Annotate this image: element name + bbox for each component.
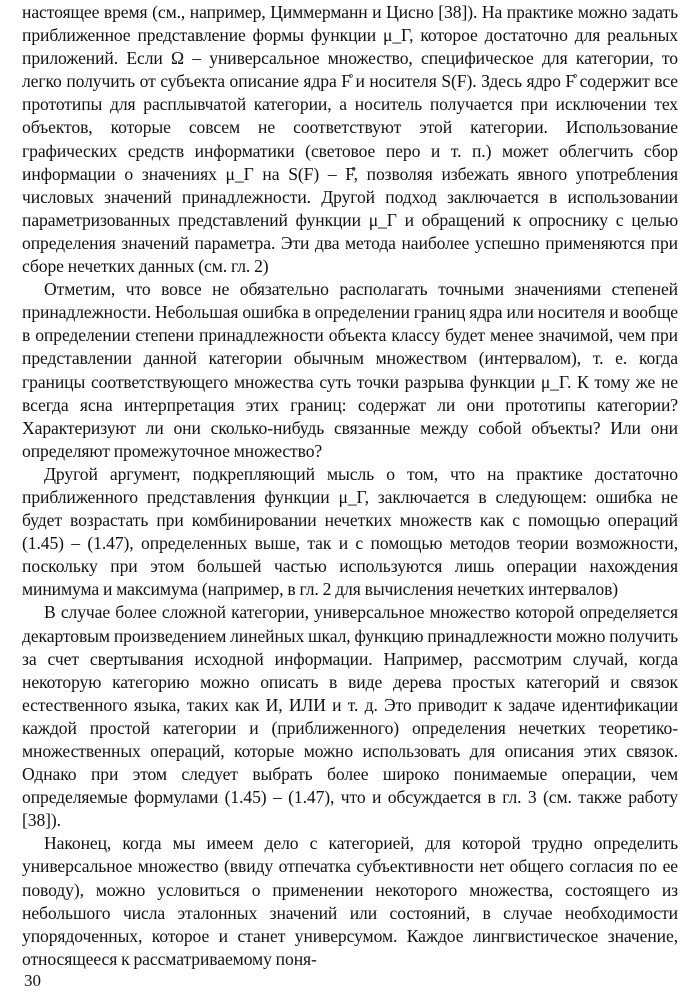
paragraph-3: Другой аргумент, подкрепляющий мысль о том, что на практике достаточно приближенного представления функции μ_Г, заключается в следующем: ошибка не будет возрастать при комбинировании нечетких множеств как с помощью операций (1.45) – (1.47), определенных выше, так и с помощью методов теории возможности, поскольку при этом большей частью используются лишь операции нахождения минимума и максимума (например, в гл. 2 для вычисления нечетких интервалов) — [22, 463, 678, 600]
page-number: 30 — [24, 971, 41, 990]
paragraph-4: В случае более сложной категории, универсальное множество которой определяется декартовым произведением линейных шкал, функцию принадлежности можно получить за счет свертывания исходной информации. Например, рассмотрим случай, когда некоторую категорию можно описать в виде дерева простых категорий и связок естественного языка, таких как И, ИЛИ и т. д. Это приводит к задаче идентификации каждой простой категории и (приближенного) определения нечетких теоретико-множественных операций, которые можно использовать для описания этих связок. Однако при этом следует выбрать более широко понимаемые операции, чем определяемые формулами (1.45) – (1.47), что и обсуждается в гл. 3 (см. также работу [38]). — [22, 602, 678, 831]
paragraph-1: настоящее время (см., например, Циммерманн и Цисно [38]). На практике можно задать приближенное представление формы функции μ_Г, которое достаточно для реальных приложений. Если Ω – универсальное множество, специфическое для категории, то легко получить от субъекта описание ядра F̊ и носителя S(F). Здесь ядро F̊ содержит все прототипы для расплывчатой категории, а носитель получается при исключении тех объектов, которые совсем не соответствуют этой категории. Использование графических средств информатики (световое перо и т. п.) может облегчить сбор информации о значениях μ_Г на S(F) – F̊, позволяя избежать явного употребления числовых значений принадлежности. Другой подход заключается в использовании параметризованных представлений функции μ_Г и обращений к опроснику с целью определения значений параметра. Эти два метода наиболее успешно применяются при сборе нечетких данных (см. гл. 2) — [22, 2, 678, 277]
paragraph-5: Наконец, когда мы имеем дело с категорией, для которой трудно определить универсальное множество (ввиду отпечатка субъективности нет общего согласия по ее поводу), можно условиться о применении некоторого множества, состоящего из небольшого числа эталонных значений или состояний, в случае необходимости упорядоченных, которое и станет универсумом. Каждое лингвистическое значение, относящееся к рассматриваемому поня- — [22, 833, 678, 969]
body-text — [22, 1, 678, 971]
paragraph-2: Отметим, что вовсе не обязательно располагать точными значениями степеней принадлежности. Небольшая ошибка в определении границ ядра или носителя и вообще в определении степени принадлежности объекта классу будет менее значимой, чем при представлении данной категории обычным множеством (интервалом), т. е. когда границы соответствующего множества суть точки разрыва функции μ_Г. К тому же не всегда ясна интерпретация этих границ: содержат ли они прототипы категории? Характеризуют ли они сколько-нибудь связанные между собой объекты? Или они определяют промежуточное множество? — [22, 279, 678, 461]
